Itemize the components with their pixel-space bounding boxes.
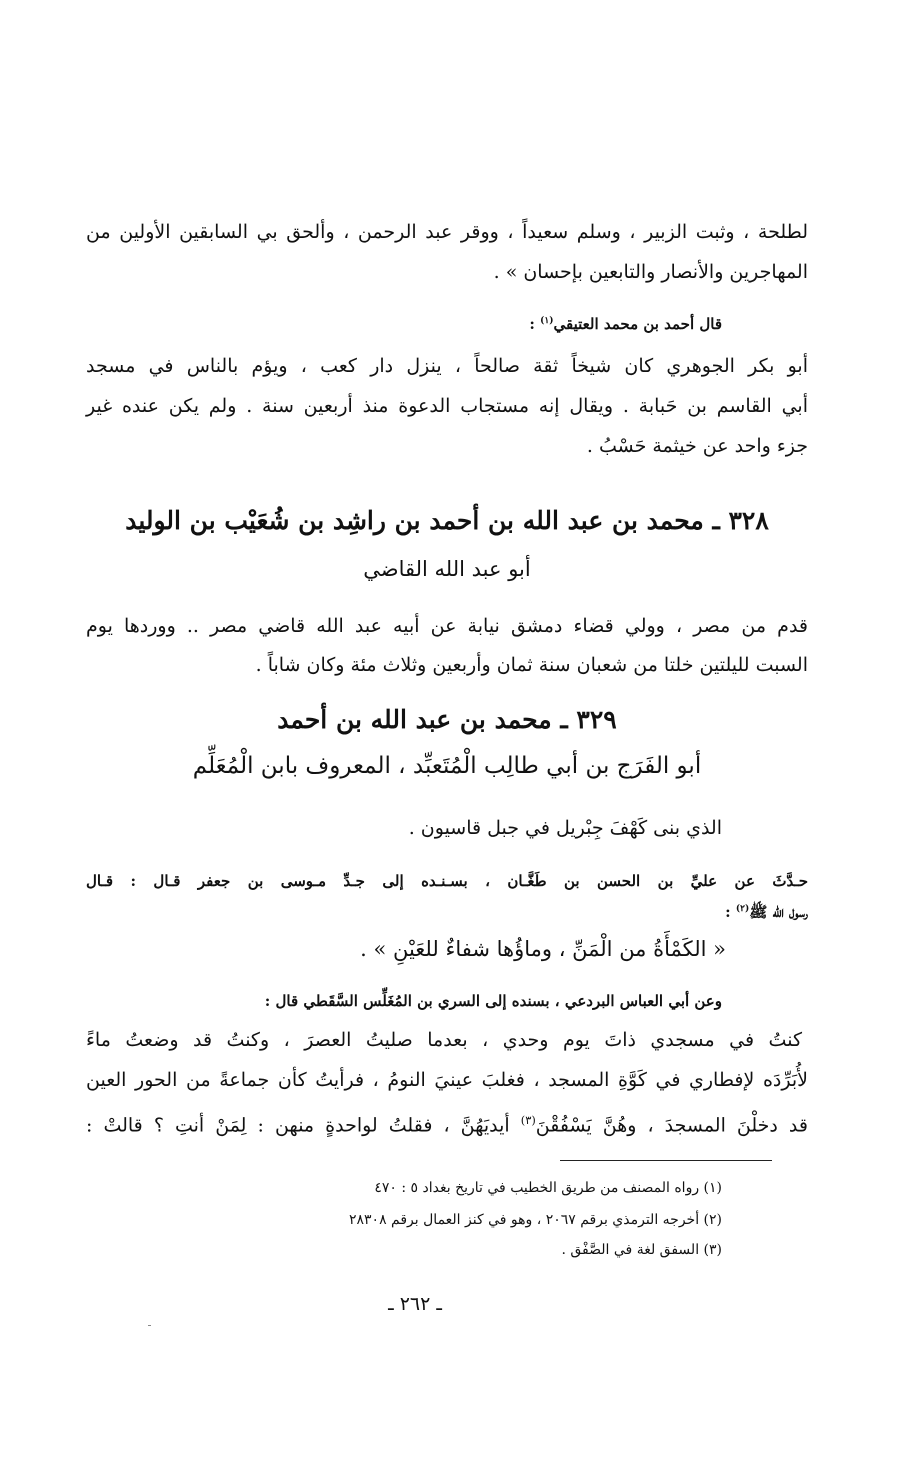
paragraph-line: المهاجرين والأنصار والتابعين بإحسان » . bbox=[493, 261, 808, 283]
isnad-line: وعن أبي العباس البردعي ، بسنده إلى السري بن المُغَلِّس السَّقَطي قال : bbox=[264, 992, 722, 1010]
hadith-text: « الكَمْأَةُ من الْمَنِّ ، وماؤُها شفاءٌ للعَيْنِ » . bbox=[360, 937, 726, 961]
footnote: (٣) السفق لغة في الصَّفْق . bbox=[561, 1242, 722, 1258]
footnote-ref: (٣) bbox=[520, 1113, 536, 1127]
paragraph-line: أبو بكر الجوهري كان شيخاً ثقة صالحاً ، ينزل دار كعب ، ويؤم بالناس في مسجد bbox=[86, 355, 808, 377]
entry-kunya: أبو عبد الله القاضي bbox=[363, 557, 531, 581]
scan-speck bbox=[148, 1325, 151, 1326]
page-number: ـ ٢٦٢ ـ bbox=[388, 1293, 442, 1315]
paragraph-line: السبت لليلتين خلتا من شعبان سنة ثمان وأربعين وثلاث مئة وكان شاباً . bbox=[255, 654, 808, 676]
entry-heading: ٣٢٨ ـ محمد بن عبد الله بن أحمد بن راشِد بن شُعَيْب بن الوليد bbox=[125, 506, 769, 535]
paragraph-line: جزء واحد عن خيثمة حَسْبُ . bbox=[586, 435, 808, 457]
isnad-line: حـدَّثَ عن عليِّ بن الحسن بن طَغَّـان ، بسـنـده إلى جـدِّ مـوسى بن جعفر قـال : قـال bbox=[86, 872, 808, 890]
paragraph-line: أبي القاسم بن حَبابة . ويقال إنه مستجاب الدعوة منذ أربعين سنة . ولم يكن عنده غير bbox=[86, 395, 808, 417]
footnote: (١) رواه المصنف من طريق الخطيب في تاريخ بغداد ٥ : ٤٧٠ bbox=[374, 1180, 722, 1196]
story-line: كنتُ في مسجدي ذاتَ يوم وحدي ، بعدما صليتُ العصرَ ، وكنتُ قد وضعتُ ماءً bbox=[86, 1029, 802, 1051]
entry-kunya: أبو الفَرَج بن أبي طالِب الْمُتَعبِّد ، المعروف بابن الْمُعَلِّم bbox=[192, 753, 702, 779]
paragraph-line: قدم من مصر ، وولي قضاء دمشق نيابة عن أبيه عبد الله قاضي مصر .. ووردها يوم bbox=[86, 615, 808, 637]
footnote-ref: (١) bbox=[540, 316, 554, 326]
paragraph-line: الذي بنى كَهْفَ جِبْريل في جبل قاسيون . bbox=[408, 817, 722, 839]
story-line: لأُبَرِّدَه لإفطاري في كَوَّةِ المسجد ، فغلبَ عينيَ النومُ ، فرأيتُ كأن جماعةً من الحور العين bbox=[86, 1069, 808, 1091]
story-line: قد دخلْنَ المسجدَ ، وهُنَّ يَسْفُقْنَ$^{(٣)}$ أيديَهُنَّ ، فقلتُ لواحدةٍ منهن : لِمَنْ أنتِ ؟ قالتْ : bbox=[86, 1113, 808, 1137]
footnote: (٢) أخرجه الترمذي برقم ٢٠٦٧ ، وهو في كنز العمال برقم ٢٨٣٠٨ bbox=[348, 1212, 722, 1228]
entry-heading: ٣٢٩ ـ محمد بن عبد الله بن أحمد bbox=[277, 705, 617, 734]
isnad-line: رسول الله ﷺ$^{(٢)}$ : bbox=[725, 903, 808, 921]
footnote-separator bbox=[560, 1160, 772, 1161]
paragraph-line: لطلحة ، وثبت الزبير ، وسلم سعيداً ، ووقر عبد الرحمن ، وألحق بي السابقين الأولين من bbox=[86, 221, 808, 243]
quote-intro: قال أحمد بن محمد العتيقي$^{(١)}$ : bbox=[529, 315, 722, 333]
footnote-ref: (٢) bbox=[735, 904, 750, 914]
